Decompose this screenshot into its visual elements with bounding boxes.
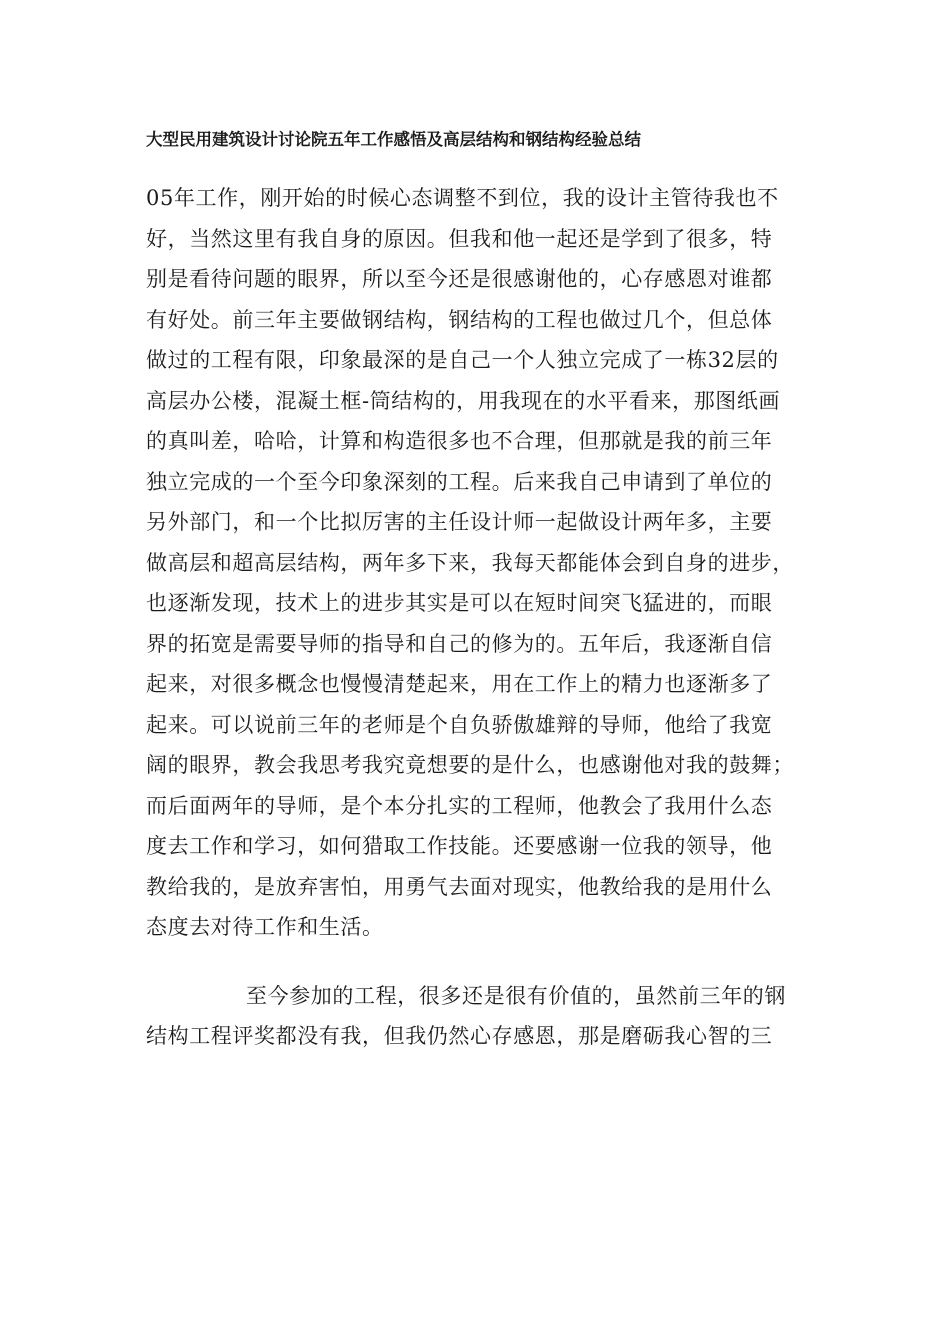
- text-line: 的真叫差，哈哈，计算和构造很多也不合理，但那就是我的前三年: [146, 429, 773, 453]
- text-line: 高层办公楼，混凝土框-筒结构的，用我现在的水平看来，那图纸画: [146, 388, 781, 413]
- text-line: 起来，对很多概念也慢慢清楚起来，用在工作上的精力也逐渐多了: [146, 672, 773, 696]
- text-line: 度去工作和学习，如何猎取工作技能。还要感谢一位我的领导，他: [146, 834, 773, 858]
- text-line: 独立完成的一个至今印象深刻的工程。后来我自己申请到了单位的: [146, 469, 773, 494]
- text-line: 别是看待问题的眼界，所以至今还是很感谢他的，心存感恩对谁都: [146, 267, 773, 291]
- text-line: 有好处。前三年主要做钢结构，钢结构的工程也做过几个，但总体: [146, 307, 773, 332]
- text-line: 至今参加的工程，很多还是很有价值的，虽然前三年的钢: [246, 983, 786, 1008]
- paragraph-spacer: [146, 948, 826, 976]
- document-body: [146, 178, 826, 1057]
- text-line: 也逐渐发现，技术上的进步其实是可以在短时间突飞猛进的，而眼: [146, 591, 773, 615]
- text-line: 好，当然这里有我自身的原因。但我和他一起还是学到了很多，特: [146, 226, 773, 251]
- text-line: 做高层和超高层结构，两年多下来，我每天都能体会到自身的进步，: [146, 550, 794, 575]
- paragraph-1: [146, 178, 826, 948]
- text-line: 起来。可以说前三年的老师是个自负骄傲雄辩的导师，他给了我宽: [146, 712, 773, 737]
- text-line: 阔的眼界，教会我思考我究竟想要的是什么，也感谢他对我的鼓舞；: [146, 753, 794, 777]
- paragraph-2: [146, 976, 826, 1057]
- text-line: 结构工程评奖都没有我，但我仍然心存感恩，那是磨砺我心智的三: [146, 1024, 773, 1048]
- text-line: 做过的工程有限，印象最深的是自己一个人独立完成了一栋32层的: [146, 348, 779, 372]
- text-line: 态度去对待工作和生活。: [146, 915, 384, 939]
- text-line: 另外部门，和一个比拟厉害的主任设计师一起做设计两年多，主要: [146, 510, 773, 534]
- document-title: 大型民用建筑设计讨论院五年工作感悟及高层结构和钢结构经验总结: [146, 130, 641, 149]
- text-line: 而后面两年的导师，是个本分扎实的工程师，他教会了我用什么态: [146, 793, 773, 818]
- text-line: 05年工作，刚开始的时候心态调整不到位，我的设计主管待我也不: [146, 186, 779, 210]
- text-line: 教给我的，是放弃害怕，用勇气去面对现实，他教给我的是用什么: [146, 874, 773, 899]
- text-line: 界的拓宽是需要导师的指导和自己的修为的。五年后，我逐渐自信: [146, 631, 773, 656]
